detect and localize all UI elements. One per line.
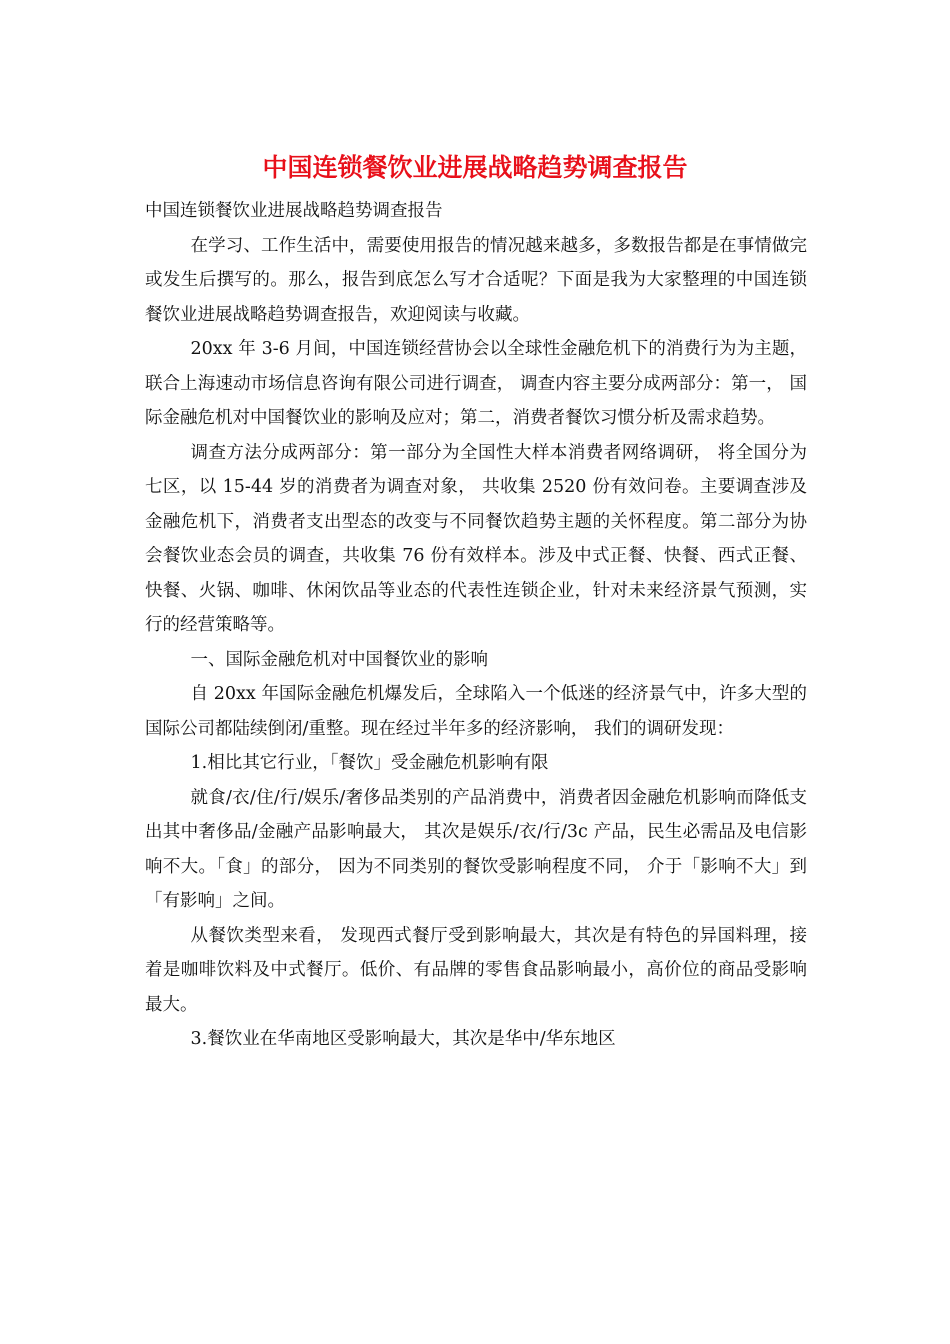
finding-heading-3: 3.餐饮业在华南地区受影响最大，其次是华中/华东地区 bbox=[190, 1029, 616, 1049]
document-body bbox=[145, 194, 807, 1057]
restaurant-type-paragraph: 从餐饮类型来看， 发现西式餐厅受到影响最大，其次是有特色的异国料理，接着是咖啡饮料及中式餐厅。低价、有品牌的零售食品影响最小，高价位的商品受影响最大。 bbox=[145, 925, 807, 1015]
survey-method-paragraph: 调查方法分成两部分：第一部分为全国性大样本消费者网络调研， 将全国分为七区，以 15-44 岁的消费者为调查对象， 共收集 2520 份有效问卷。主要调查涉及金融危机下，消费者支出型态的改变与不同餐饮趋势主题的关怀程度。第二部分为协会餐饮业态会员的调查，共收集 76 份有效样本。涉及中式正餐、快餐、西式正餐、快餐、火锅、咖啡、休闲饮品等业态的代表性连锁企业，针对未来经济景气预测，实行的经营策略等。 bbox=[145, 442, 807, 635]
consumption-paragraph: 就食/衣/住/行/娱乐/奢侈品类别的产品消费中，消费者因金融危机影响而降低支出其中奢侈品/金融产品影响最大， 其次是娱乐/衣/行/3c 产品，民生必需品及电信影响不大。「食」的部分， 因为不同类别的餐饮受影响程度不同， 介于「影响不大」到「有影响」之间。 bbox=[145, 787, 807, 911]
finding-heading-1: 1.相比其它行业，「餐饮」受金融危机影响有限 bbox=[190, 753, 549, 773]
section-heading-1: 一、国际金融危机对中国餐饮业的影响 bbox=[190, 649, 488, 670]
document-title: 中国连锁餐饮业进展战略趋势调查报告 bbox=[262, 153, 688, 182]
intro-paragraph: 在学习、工作生活中，需要使用报告的情况越来越多，多数报告都是在事情做完或发生后撰写的。那么，报告到底怎么写才合适呢？下面是我为大家整理的中国连锁餐饮业进展战略趋势调查报告，欢迎阅读与收藏。 bbox=[145, 235, 807, 325]
survey-background-paragraph: 20xx 年 3-6 月间，中国连锁经营协会以全球性金融危机下的消费行为为主题，联合上海速动市场信息咨询有限公司进行调查， 调查内容主要分成两部分：第一， 国际金融危机对中国餐饮业的影响及应对；第二，消费者餐饮习惯分析及需求趋势。 bbox=[145, 339, 807, 428]
crisis-impact-paragraph: 自 20xx 年国际金融危机爆发后，全球陷入一个低迷的经济景气中，许多大型的国际公司都陆续倒闭/重整。现在经过半年多的经济影响， 我们的调研发现： bbox=[145, 684, 807, 739]
subtitle-paragraph: 中国连锁餐饮业进展战略趋势调查报告 bbox=[145, 201, 443, 221]
